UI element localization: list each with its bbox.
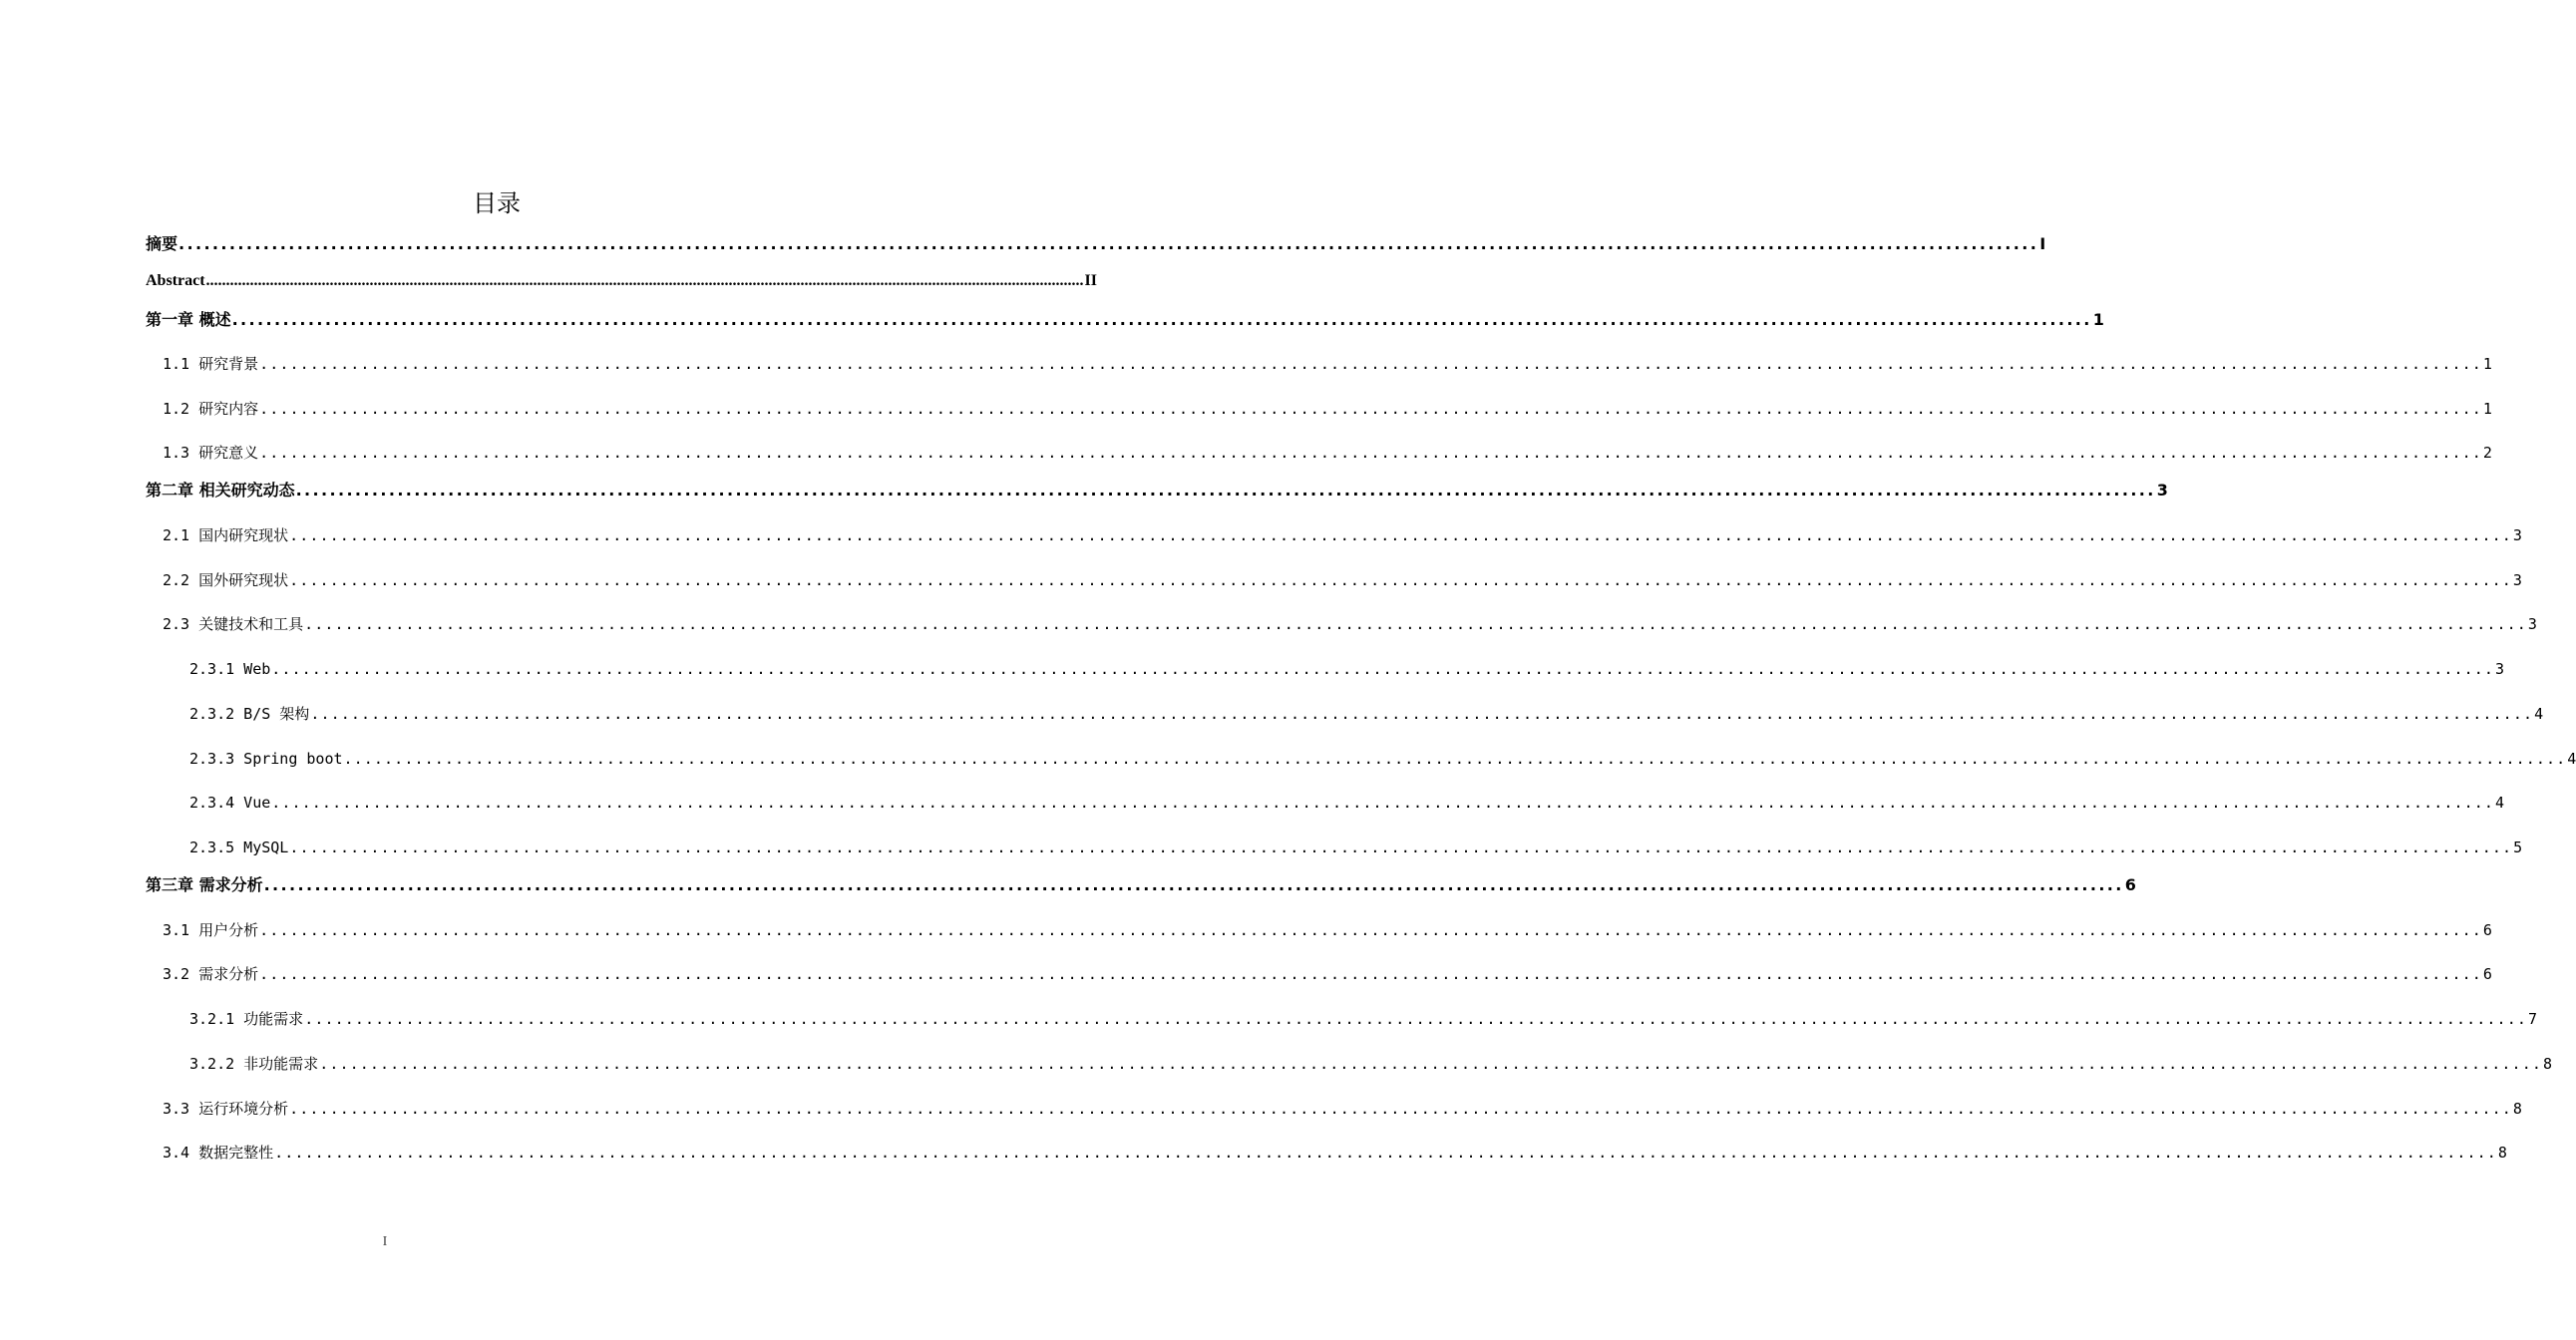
toc-entry[interactable] bbox=[163, 1096, 2522, 1122]
toc-page-number: II bbox=[1084, 272, 1097, 289]
toc-entry-text: 3.2.2 非功能需求 bbox=[189, 1055, 319, 1073]
toc-entry[interactable] bbox=[189, 701, 2544, 727]
toc-entry[interactable] bbox=[146, 872, 2136, 898]
dot-leader: ............................................................................................................................................................................................................................ bbox=[179, 234, 2039, 253]
toc-page-number: 4 bbox=[2567, 750, 2576, 768]
toc-entry-text: 3.2 需求分析 bbox=[163, 965, 259, 983]
toc-page-number: 6 bbox=[2124, 875, 2136, 894]
toc-page-number: 6 bbox=[2482, 965, 2492, 983]
toc-page-number: 3 bbox=[2512, 526, 2522, 544]
toc-entry-text: 2.3.2 B/S 架构 bbox=[189, 705, 310, 723]
toc-entry-text: 3.1 用户分析 bbox=[163, 921, 259, 939]
dot-leader: ............................................................................................................................................................................................................................ bbox=[271, 660, 2495, 678]
toc-page-number: 7 bbox=[2527, 1010, 2537, 1028]
dot-leader: ............................................................................................................................................................................................................................ bbox=[343, 750, 2567, 768]
toc-page-number: 8 bbox=[2542, 1055, 2552, 1073]
toc-entry[interactable] bbox=[163, 351, 2492, 377]
dot-leader: ............................................................................................................................................................................................................................ bbox=[259, 444, 2482, 462]
toc-page-number: 1 bbox=[2482, 355, 2492, 373]
dot-leader: ............................................................................................................................................................................................................................ bbox=[259, 921, 2482, 939]
dot-leader: ............................................................................................................................................................................................................................ bbox=[289, 526, 2512, 544]
toc-page-number: 3 bbox=[2527, 615, 2537, 633]
toc-entry[interactable] bbox=[189, 746, 2576, 772]
toc-entry-text: 第二章 相关研究动态 bbox=[146, 481, 295, 500]
toc-page-number: 6 bbox=[2482, 921, 2492, 939]
dot-leader: ............................................................................................................................................................................................................................ bbox=[231, 310, 2092, 329]
toc-entry[interactable] bbox=[146, 478, 2168, 503]
toc-entry[interactable] bbox=[163, 961, 2492, 987]
dot-leader: ............................................................................................................................................................................................................................ bbox=[259, 400, 2482, 418]
toc-entry-text: 摘要 bbox=[146, 234, 179, 253]
toc-entry[interactable] bbox=[189, 790, 2505, 816]
toc-entry-text: 2.3.3 Spring boot bbox=[189, 750, 343, 768]
toc-entry[interactable] bbox=[189, 656, 2505, 682]
dot-leader: ............................................................................................................................................................................................................................ bbox=[289, 571, 2512, 589]
toc-entry-text: 第三章 需求分析 bbox=[146, 875, 263, 894]
dot-leader: ............................................................................................................................................................................................................................ bbox=[274, 1144, 2497, 1162]
toc-page-number: 8 bbox=[2497, 1144, 2507, 1162]
toc-entry[interactable] bbox=[163, 522, 2522, 548]
toc-entry-text: Abstract bbox=[146, 272, 205, 289]
dot-leader: ............................................................................................................................................................................................................................ bbox=[271, 794, 2495, 812]
toc-title: 目录 bbox=[473, 189, 521, 217]
toc-page-number: 3 bbox=[2156, 481, 2168, 500]
toc-entry[interactable] bbox=[189, 835, 2523, 860]
toc-entry-text: 2.3.1 Web bbox=[189, 660, 271, 678]
toc-page-number: 4 bbox=[2495, 794, 2505, 812]
toc-entry-text: 第一章 概述 bbox=[146, 310, 231, 329]
dot-leader: ............................................................................................................................................................................................................................ bbox=[310, 705, 2534, 723]
dot-leader: ............................................................................................................................................................................................................................ bbox=[319, 1055, 2542, 1073]
page-number-footer: I bbox=[382, 1234, 388, 1249]
toc-entry-text: 2.2 国外研究现状 bbox=[163, 571, 289, 589]
toc-entry[interactable] bbox=[163, 396, 2492, 422]
toc-entry-text: 3.4 数据完整性 bbox=[163, 1144, 274, 1162]
toc-page-number: I bbox=[2039, 234, 2046, 253]
toc-entry[interactable] bbox=[146, 231, 2046, 257]
dot-leader: ............................................................................................................................................................................................................................ bbox=[259, 355, 2482, 373]
toc-entry[interactable] bbox=[189, 1006, 2537, 1032]
dot-leader: ............................................................................................................................................................................................................................ bbox=[295, 481, 2156, 500]
toc-entry[interactable] bbox=[146, 307, 2104, 333]
dot-leader: ............................................................................................................................................................................................................................ bbox=[259, 965, 2482, 983]
toc-page-number: 2 bbox=[2482, 444, 2492, 462]
toc-entry[interactable] bbox=[146, 268, 1097, 294]
toc-page-number: 1 bbox=[2092, 310, 2104, 329]
toc-entry[interactable] bbox=[189, 1051, 2552, 1077]
toc-entry-text: 2.3 关键技术和工具 bbox=[163, 615, 304, 633]
toc-page-number: 8 bbox=[2512, 1100, 2522, 1118]
toc-entry-text: 2.1 国内研究现状 bbox=[163, 526, 289, 544]
dot-leader: ............................................................................................................................................................................................................................ bbox=[263, 875, 2124, 894]
toc-entry-text: 3.2.1 功能需求 bbox=[189, 1010, 304, 1028]
dot-leader: ............................................................................................................................................................................................................................ bbox=[304, 615, 2527, 633]
dot-leader: ............................................................................................................................................................................................................................ bbox=[205, 272, 1084, 289]
toc-entry-text: 2.3.4 Vue bbox=[189, 794, 271, 812]
toc-entry[interactable] bbox=[163, 917, 2492, 943]
toc-entry-text: 1.3 研究意义 bbox=[163, 444, 259, 462]
toc-entry[interactable] bbox=[163, 611, 2537, 637]
toc-page-number: 3 bbox=[2495, 660, 2505, 678]
toc-entry[interactable] bbox=[163, 1140, 2507, 1166]
dot-leader: ............................................................................................................................................................................................................................ bbox=[304, 1010, 2527, 1028]
dot-leader: ............................................................................................................................................................................................................................ bbox=[289, 838, 2513, 856]
toc-page-number: 4 bbox=[2534, 705, 2544, 723]
toc-page-number: 3 bbox=[2512, 571, 2522, 589]
dot-leader: ............................................................................................................................................................................................................................ bbox=[289, 1100, 2512, 1118]
toc-entry-text: 1.1 研究背景 bbox=[163, 355, 259, 373]
toc-entry[interactable] bbox=[163, 567, 2522, 593]
toc-page-number: 1 bbox=[2482, 400, 2492, 418]
toc-entry[interactable] bbox=[163, 440, 2492, 466]
toc-entry-text: 1.2 研究内容 bbox=[163, 400, 259, 418]
toc-entry-text: 3.3 运行环境分析 bbox=[163, 1100, 289, 1118]
toc-page-number: 5 bbox=[2513, 838, 2523, 856]
toc-entry-text: 2.3.5 MySQL bbox=[189, 838, 289, 856]
